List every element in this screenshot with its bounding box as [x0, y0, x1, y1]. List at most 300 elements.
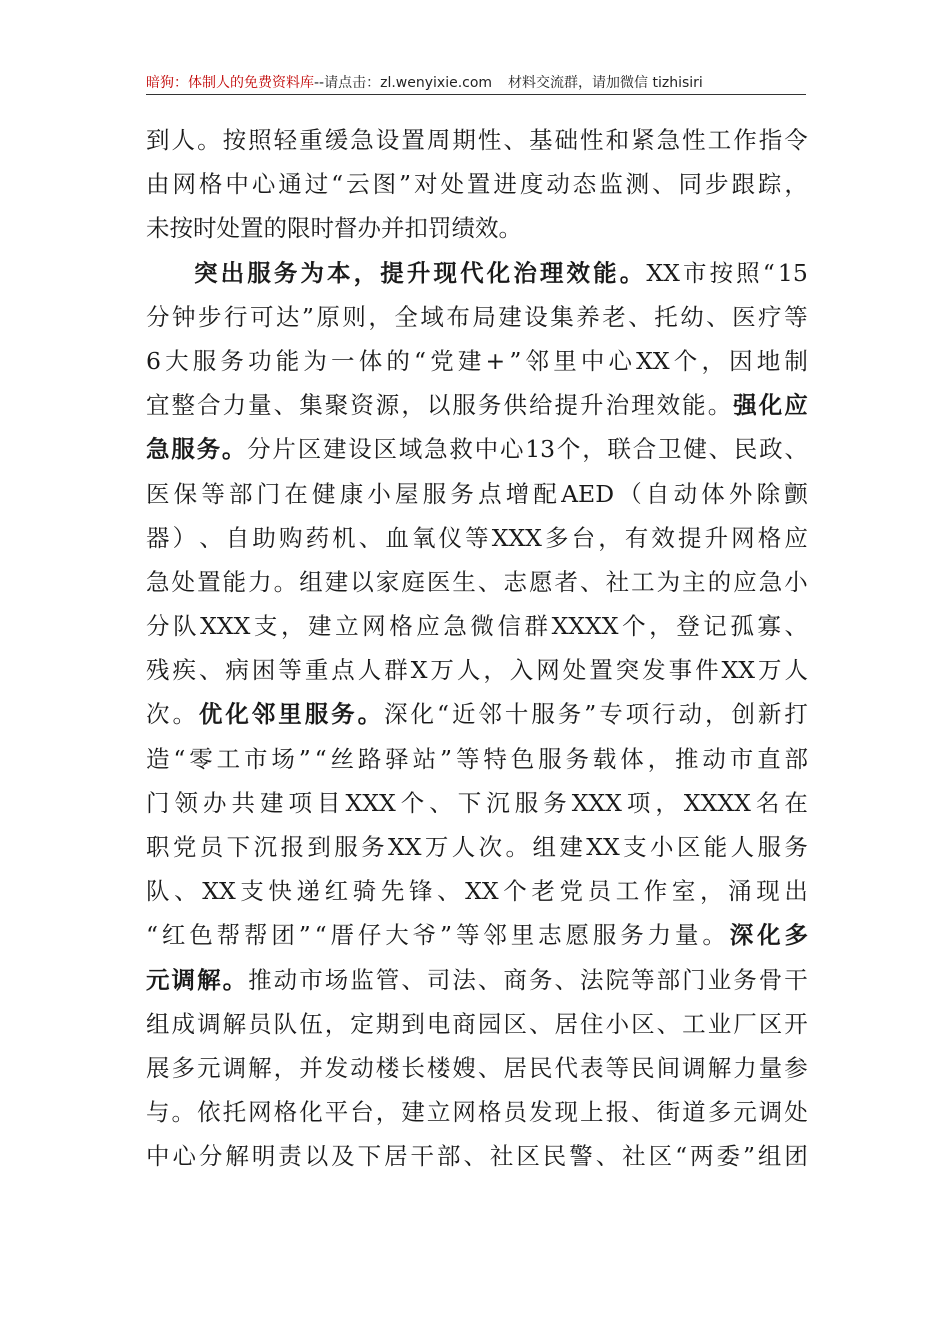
text-char: 爷 — [412, 921, 437, 950]
text-char: 团 — [271, 921, 295, 950]
text-char: 全 — [394, 302, 418, 331]
bold-heading-char: 。 — [357, 700, 382, 729]
text-char: 管 — [375, 965, 400, 994]
text-char: 通 — [278, 170, 302, 199]
text-char: 对 — [414, 170, 438, 199]
bold-heading-char: 务 — [273, 258, 298, 287]
text-char: 党 — [430, 346, 454, 375]
text-char: 置 — [197, 567, 221, 596]
text-char: 急 — [350, 126, 374, 154]
text-char: 、 — [656, 1009, 681, 1038]
text-char: 项 — [626, 788, 651, 817]
text-char: 医 — [732, 302, 756, 331]
text-line — [146, 1134, 808, 1178]
text-char: XXXX — [683, 788, 751, 817]
bold-heading-char: 升 — [406, 258, 431, 287]
text-char: 助 — [252, 523, 276, 552]
text-char: 支 — [240, 877, 264, 906]
text-char: 区 — [297, 435, 322, 464]
text-char: 老 — [531, 877, 555, 906]
text-char: 服 — [192, 346, 217, 375]
text-char: 直 — [757, 744, 781, 773]
text-char: 体 — [701, 479, 725, 508]
text-char: XX — [465, 877, 499, 906]
bold-heading-char: 务 — [331, 700, 355, 729]
text-char: 的 — [707, 567, 732, 596]
text-char: 务 — [557, 700, 582, 729]
text-char: 与 — [146, 1098, 170, 1127]
bold-heading-char: 应 — [784, 391, 808, 420]
text-char: 等 — [784, 302, 808, 331]
text-char: 升 — [704, 523, 729, 552]
text-char: 场 — [324, 965, 349, 994]
text-char: 件 — [695, 656, 719, 685]
text-char: 能 — [222, 567, 247, 596]
text-char: 作 — [733, 126, 757, 154]
text-char: 及 — [331, 1142, 355, 1171]
text-line — [146, 1002, 808, 1046]
text-char: 服 — [538, 744, 562, 773]
text-char: 应 — [416, 612, 440, 641]
text-char: 心 — [251, 170, 276, 199]
text-char: 生 — [452, 567, 476, 596]
text-char: 处 — [216, 214, 240, 243]
text-char: 由 — [146, 170, 170, 199]
text-char: 置 — [401, 126, 425, 154]
text-char: 创 — [731, 700, 755, 729]
text-char: 点 — [478, 479, 502, 508]
bold-heading-char: 优 — [198, 700, 223, 729]
text-char: 新 — [757, 700, 782, 729]
text-char: 服 — [452, 391, 476, 420]
bold-heading-char: 治 — [513, 258, 537, 287]
text-char: 效 — [475, 214, 499, 243]
text-char: AED — [561, 479, 615, 508]
text-char: 群 — [384, 656, 408, 685]
text-char: 能 — [703, 833, 728, 861]
text-char: 中 — [474, 435, 499, 464]
text-char: 信 — [497, 612, 521, 641]
text-char: （ — [618, 479, 642, 508]
text-char: 深 — [384, 700, 408, 729]
text-line — [146, 206, 808, 250]
text-char: 支 — [623, 833, 647, 861]
text-char: 为 — [656, 567, 681, 596]
text-char: 、 — [477, 1053, 502, 1082]
header-site-name: 暗狗：体制人的免费资料库 — [146, 75, 314, 91]
text-char: 源 — [375, 391, 400, 420]
bold-heading-char: 代 — [460, 258, 484, 287]
text-char: 解 — [225, 1142, 249, 1171]
text-line — [146, 825, 808, 869]
text-char: 造 — [146, 744, 170, 773]
text-char: 应 — [784, 523, 808, 552]
text-char: ， — [582, 435, 606, 464]
text-char: 、 — [429, 788, 453, 817]
text-char: 定 — [350, 1009, 374, 1038]
text-char: 法 — [580, 965, 604, 994]
bold-heading-char: 现 — [433, 258, 457, 287]
text-char: 医 — [426, 567, 451, 596]
text-char: 项 — [625, 700, 650, 729]
text-char: 布 — [446, 302, 470, 331]
text-char: 提 — [554, 391, 578, 420]
bold-heading-char: 里 — [278, 700, 302, 729]
text-char: 点 — [331, 656, 355, 685]
text-char: ， — [647, 744, 672, 773]
text-char: 急 — [146, 567, 170, 596]
text-char: XX — [636, 346, 670, 375]
text-char: 服 — [531, 700, 555, 729]
text-char: 门 — [256, 479, 281, 508]
text-char: 部 — [656, 965, 681, 994]
text-char: 多 — [171, 1053, 196, 1082]
text-char: 动 — [546, 170, 570, 199]
text-char: + — [485, 346, 506, 375]
text-char: 人 — [451, 833, 476, 861]
text-char: 困 — [251, 656, 276, 685]
text-char: 联 — [607, 435, 631, 464]
text-char: ） — [172, 523, 197, 552]
text-char: 医 — [146, 479, 170, 508]
text-char: 网 — [731, 523, 755, 552]
text-char: 院 — [605, 965, 630, 994]
text-char: 队 — [146, 877, 170, 906]
text-line — [146, 516, 808, 560]
text-char: 电 — [426, 1009, 451, 1038]
text-char: 未 — [146, 214, 170, 243]
text-char: 、 — [708, 435, 733, 464]
text-char: 氧 — [411, 523, 436, 552]
text-char: 以 — [304, 1142, 329, 1171]
text-char: 司 — [426, 965, 451, 994]
bold-heading-char: 突 — [194, 258, 218, 287]
text-char: 分 — [146, 612, 170, 641]
text-char: 服 — [334, 833, 358, 861]
page-header — [146, 70, 806, 95]
text-char: 住 — [580, 1009, 604, 1038]
text-char: “ — [146, 921, 159, 950]
text-char: 元 — [197, 1053, 221, 1082]
bold-heading-char: 调 — [171, 965, 196, 994]
text-char: 帮 — [244, 921, 268, 950]
text-char: 处 — [784, 1098, 808, 1127]
text-char: 设 — [348, 435, 372, 464]
text-char: 自 — [225, 523, 250, 552]
text-char: 、 — [580, 567, 604, 596]
bold-heading-char: 。 — [619, 258, 644, 287]
text-char: 报 — [605, 1098, 630, 1127]
text-char: 楼 — [375, 1053, 400, 1082]
text-char: 础 — [554, 126, 578, 154]
text-char: 次 — [478, 833, 503, 861]
text-char: 共 — [231, 788, 255, 817]
text-char: 干 — [410, 1142, 435, 1171]
text-char: 在 — [784, 788, 808, 817]
text-char: 动 — [273, 965, 298, 994]
text-char: 步 — [197, 302, 222, 331]
text-char: “ — [173, 744, 186, 773]
text-char: 按 — [222, 126, 247, 154]
text-char: 道 — [682, 1098, 706, 1127]
text-char: 市 — [244, 744, 268, 773]
text-char: ” — [298, 921, 311, 950]
text-char: 队 — [273, 1009, 298, 1038]
text-char: 跟 — [731, 170, 755, 199]
text-char: 性 — [580, 126, 604, 154]
text-char: 并 — [299, 1053, 323, 1082]
text-char: 个 — [622, 612, 646, 641]
text-char: 小 — [605, 1009, 630, 1038]
text-char: 重 — [299, 126, 323, 154]
text-char: 效 — [651, 523, 675, 552]
text-char: 嫂 — [452, 1053, 476, 1082]
text-char: 员 — [503, 1098, 527, 1127]
text-char: 、 — [199, 523, 223, 552]
text-char: 名 — [755, 788, 780, 817]
text-char: 为 — [303, 346, 327, 375]
bold-heading-char: 化 — [758, 391, 783, 420]
text-char: 性 — [477, 126, 502, 154]
text-char: XXX — [571, 788, 622, 817]
bold-heading-char: 解 — [197, 965, 221, 994]
text-char: 区 — [676, 833, 701, 861]
text-char: 零 — [189, 744, 213, 773]
text-char: 孤 — [730, 612, 754, 641]
text-char: 、 — [174, 877, 198, 906]
text-char: 给 — [528, 391, 553, 420]
text-char: ， — [655, 788, 679, 817]
text-char: 解 — [222, 1009, 247, 1038]
text-char: 罚 — [428, 214, 452, 243]
text-char: ” — [742, 1142, 755, 1171]
text-char: ， — [368, 302, 392, 331]
text-char: 表 — [580, 1053, 604, 1082]
text-char: 发 — [642, 656, 666, 685]
text-char: 明 — [251, 1142, 276, 1171]
text-char: 党 — [172, 833, 197, 861]
bold-heading-char: 强 — [733, 391, 757, 420]
text-char: 出 — [784, 877, 808, 906]
bold-heading-char: 邻 — [251, 700, 276, 729]
text-char: ” — [399, 170, 412, 199]
bold-heading-char: 能 — [593, 258, 617, 287]
text-char: 的 — [386, 346, 410, 375]
text-char: 市 — [682, 258, 707, 287]
text-char: 并 — [381, 214, 405, 243]
text-char: 指 — [758, 126, 783, 154]
text-char: 、 — [595, 1142, 620, 1171]
text-char: 。 — [498, 214, 522, 243]
text-char: 轻 — [273, 126, 298, 154]
text-char: 格 — [477, 1098, 502, 1127]
text-char: 托 — [654, 302, 678, 331]
text-char: 达 — [275, 302, 300, 331]
text-char: 里 — [553, 346, 577, 375]
text-char: 地 — [756, 346, 781, 375]
text-char: 色 — [510, 744, 535, 773]
text-char: 组 — [146, 1009, 170, 1038]
text-char: 体 — [358, 346, 383, 375]
text-char: 动 — [678, 700, 703, 729]
text-char: 邻 — [483, 921, 507, 950]
text-char: 推 — [674, 744, 699, 773]
text-char: 服 — [757, 833, 782, 861]
text-char: 群 — [524, 612, 549, 641]
text-char: 务 — [450, 479, 474, 508]
text-char: 一 — [331, 346, 355, 375]
text-char: 发 — [324, 1053, 349, 1082]
text-char: 居 — [554, 1009, 578, 1038]
text-char: 残 — [146, 656, 170, 685]
text-char: 服 — [592, 921, 617, 950]
text-char: 增 — [505, 479, 530, 508]
text-char: 动 — [673, 479, 698, 508]
text-char: 云 — [346, 170, 370, 199]
text-char: 局 — [472, 302, 496, 331]
text-char: 、 — [554, 965, 578, 994]
text-char: 托 — [222, 1098, 247, 1127]
text-char: 健 — [312, 479, 336, 508]
text-char: 解 — [248, 1053, 272, 1082]
text-char: 务 — [477, 391, 502, 420]
text-char: 台 — [350, 1098, 374, 1127]
text-char: 区 — [758, 1009, 783, 1038]
text-char: ” — [301, 302, 314, 331]
text-char: 庭 — [401, 567, 425, 596]
text-char: 调 — [682, 1053, 706, 1082]
text-char: 15 — [777, 258, 808, 287]
text-char: 提 — [677, 523, 702, 552]
text-char: 邻 — [525, 346, 550, 375]
text-line — [146, 251, 808, 295]
text-char: 党 — [559, 877, 583, 906]
text-char: 人 — [730, 833, 755, 861]
bold-heading-char: 为 — [300, 258, 324, 287]
text-char: 支 — [253, 612, 278, 641]
text-char: 站 — [412, 744, 437, 773]
text-char: 设 — [375, 126, 400, 154]
text-char: XXX — [200, 612, 251, 641]
text-char: 时 — [310, 214, 334, 243]
text-char: 工 — [615, 877, 640, 906]
text-char: 机 — [332, 523, 356, 552]
text-char: “ — [314, 744, 327, 773]
text-char: 合 — [197, 391, 221, 420]
text-char: 社 — [489, 1142, 514, 1171]
text-char: 等 — [278, 656, 302, 685]
text-char: 按 — [169, 214, 193, 243]
text-char: 工 — [631, 567, 655, 596]
text-char: 颤 — [784, 479, 808, 508]
text-char: 务 — [784, 833, 808, 861]
text-char: 进 — [493, 170, 517, 199]
text-char: XXX — [491, 523, 542, 552]
bold-heading-char: 服 — [171, 435, 195, 464]
text-char: 、 — [706, 302, 730, 331]
bold-heading-char: 深 — [729, 921, 754, 950]
text-char: 同 — [678, 170, 703, 199]
bold-heading-char: 化 — [486, 258, 511, 287]
text-char: 区 — [373, 435, 398, 464]
text-char: 化 — [299, 1098, 323, 1127]
text-char: “ — [675, 1142, 688, 1171]
text-char: 民 — [631, 1053, 655, 1082]
text-char: 配 — [533, 479, 557, 508]
text-char: 疾 — [172, 656, 196, 685]
text-line — [146, 692, 808, 736]
text-char: 个 — [400, 788, 425, 817]
text-char: 合 — [632, 435, 657, 464]
text-char: 健 — [683, 435, 707, 464]
text-char: 长 — [401, 1053, 425, 1082]
text-char: “ — [331, 170, 344, 199]
text-char: 近 — [451, 700, 476, 729]
text-char: 到 — [401, 1009, 425, 1038]
text-char: 分 — [247, 435, 271, 464]
header-link-text[interactable]: --请点击：zl.wenyixie.com — [314, 75, 493, 91]
text-char: 能 — [682, 391, 706, 420]
text-char: 作 — [643, 877, 668, 906]
text-char: 力 — [248, 567, 272, 596]
text-char: 厂 — [733, 1009, 757, 1038]
text-char: 门 — [146, 788, 170, 817]
text-char: 帮 — [216, 921, 241, 950]
text-char: 建 — [308, 612, 332, 641]
text-char: 血 — [385, 523, 409, 552]
text-char: 打 — [784, 700, 808, 729]
text-char: 现 — [554, 1098, 578, 1127]
text-char: 缓 — [324, 126, 349, 154]
bold-heading-char: ， — [353, 258, 378, 287]
text-char: 办 — [357, 214, 381, 243]
text-char: 中 — [146, 1142, 170, 1171]
text-char: 网 — [362, 612, 386, 641]
text-char: 骨 — [758, 965, 783, 994]
text-char: 购 — [278, 523, 303, 552]
text-char: XX — [586, 833, 620, 861]
text-char: 组 — [532, 833, 556, 861]
text-char: 以 — [350, 567, 374, 596]
text-char: 沉 — [486, 788, 510, 817]
text-char: 片 — [272, 435, 296, 464]
text-char: 13 — [525, 435, 556, 464]
text-char: 、 — [477, 965, 502, 994]
text-char: 下 — [457, 788, 482, 817]
text-char: 监 — [350, 965, 374, 994]
text-char: 应 — [733, 567, 757, 596]
text-char: 领 — [174, 788, 198, 817]
text-char: 项 — [288, 788, 312, 817]
text-char: 卫 — [658, 435, 682, 464]
text-char: 急 — [443, 612, 467, 641]
text-char: 屋 — [395, 479, 419, 508]
text-char: 市 — [299, 965, 323, 994]
text-char: 有 — [624, 523, 649, 552]
text-char: 政 — [759, 435, 783, 464]
text-char: 置 — [466, 170, 491, 199]
text-char: 性 — [682, 126, 706, 154]
text-char: 度 — [519, 170, 544, 199]
text-char: 愿 — [565, 921, 589, 950]
text-char: 聚 — [324, 391, 349, 420]
text-char: ” — [440, 921, 453, 950]
text-char: 时 — [193, 214, 217, 243]
text-char: 心 — [499, 435, 524, 464]
text-char: 队 — [173, 612, 197, 641]
text-char: ， — [784, 170, 808, 199]
text-char: 、 — [198, 656, 223, 685]
